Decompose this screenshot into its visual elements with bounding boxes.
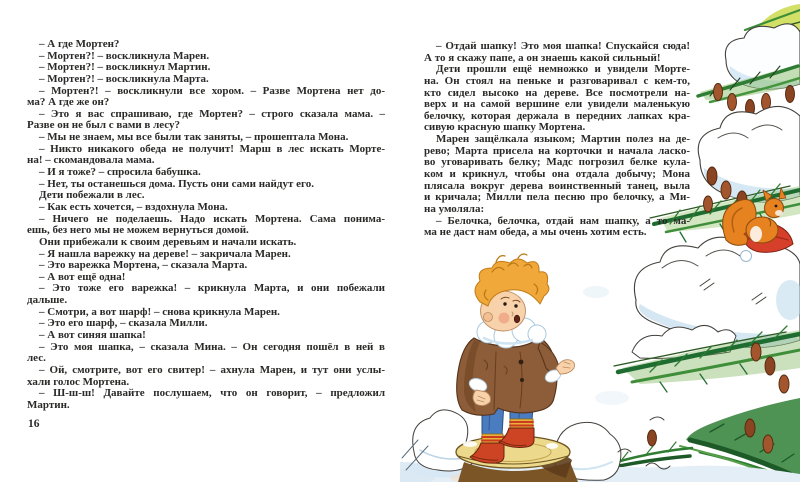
text-line: – Я нашла варежку на дереве! – закричала Марен. [39,247,291,260]
text-line: – А где Мортен? [39,38,120,50]
text-line: – Ничего не поделаешь. Надо искать Мортена. Сама понима- [39,212,385,225]
text-line: – Мортен?! – воскликнул Мартин. [39,61,211,74]
eye [503,302,506,305]
text-line: А то я скажу папе, а он знаешь какой сильный! [424,51,661,64]
text-line: Мартин. [27,398,70,411]
text-line: – Никто никакого обеда не получит! Марш в лес искать Морте- [39,142,385,155]
text-line: лес. [27,352,46,365]
text-line: кто сидел высоко на дереве. Все посмотрели на- [424,86,690,99]
fur-collar-coat [457,318,575,415]
right-hand [556,360,575,374]
text-line: – Мы не знаем, мы все были так заняты, – прошептала Мона. [39,131,349,144]
text-line: – Это тоже его варежка! – крикнула Марта, и они побежали [39,282,385,295]
text-line: на умоляла: [424,202,485,215]
text-line: – Мортен?! – воскликнула Марен. [39,49,210,62]
text-line: Разве он не был с вами в лесу? [27,119,181,132]
text-line: – А вот ещё одна! [39,270,126,283]
eye [514,304,517,307]
text-line: – Белочка, белочка, отдай нам шапку, а то ма- [436,214,690,227]
text-line: ма? А где же он? [27,96,110,109]
text-line: – Нет, ты останешься дома. Пусть они сами найдут его. [39,177,314,190]
text-line: белочку, которая держала в передних лапках кра- [424,109,690,122]
text-line: дальше. [27,294,68,307]
text-line: Дети побежали в лес. [39,189,145,202]
cap-pompom [741,251,752,262]
text-line: ма не даст нам обеда, а мы очень хотим есть. [424,226,647,239]
text-line: во уговаривать белку; Мадс погрозил белке кула- [424,156,690,169]
text-line: – А вот синяя шапка! [39,329,146,342]
boy-morten [457,254,575,463]
text-line: Они прибежали к своим деревьям и начали искать. [39,235,297,248]
text-line: – Мортен?! – воскликнули все хором. – Разве Мортена нет до- [39,84,385,97]
text-line: хали голос Мортена. [27,375,130,388]
text-line: рево; Марта присела на корточки и начала ласко- [424,144,690,157]
text-line: – Как есть хочется, – вздохнула Мона. [39,200,228,213]
text-line: сивую красную шапку Мортена. [424,121,586,134]
text-line: Дети прошли ещё немножко и увидели Морте- [436,63,690,76]
text-line: плясала вокруг дерева воинственный танец, выла [424,179,690,192]
text-line: – Это я вас спрашиваю, где Мортен? – строго сказала мама. – [39,107,385,120]
text-line: – Отдай шапку! Это моя шапка! Спускайся сюда! [436,40,690,52]
rosy-cheek [499,313,510,324]
text-line: – Ой, смотрите, вот его свитер! – ахнула Марен, и тут они услы- [39,363,385,376]
text-line: ком и крикнул, чтобы она отдала добычу; Мона [424,168,690,181]
text-line: ешь, без него мы не можем вернуться домой. [27,224,249,237]
text-line: – Это варежка Мортена, – сказала Марта. [39,259,248,272]
text-line: – Это моя шапка, – сказала Мина. – Он сегодня пошёл в ней в [39,340,385,353]
right-page-text [424,41,690,239]
text-line: – Это его шарф, – сказала Милли. [39,317,208,330]
text-line: – Смотри, а вот шарф! – снова крикнула Марен. [39,305,280,318]
text-line: – Мортен?! – воскликнула Марта. [39,72,209,85]
left-page-text [27,39,385,412]
text-line: на. Он стоял на пеньке и разговаривал с кем-то, [424,74,690,87]
text-line: – И я тоже? – спросила бабушка. [39,166,201,179]
ear [484,313,493,322]
text-line: на! – скомандовала мама. [27,154,155,167]
text-line: верх и на самой вершине ели увидели маленькую [424,98,690,111]
open-mouth [514,315,520,323]
snow-tint [583,286,629,405]
page-number: 16 [28,418,40,430]
text-line: Марен защёлкала языком; Мартин полез на де- [436,133,690,146]
text-line: – Ш-ш-ш! Давайте послушаем, что он говорит, – предложил [39,387,385,400]
text-line: и кричала; Милли пела песню про белочку, а Ми- [424,191,690,204]
